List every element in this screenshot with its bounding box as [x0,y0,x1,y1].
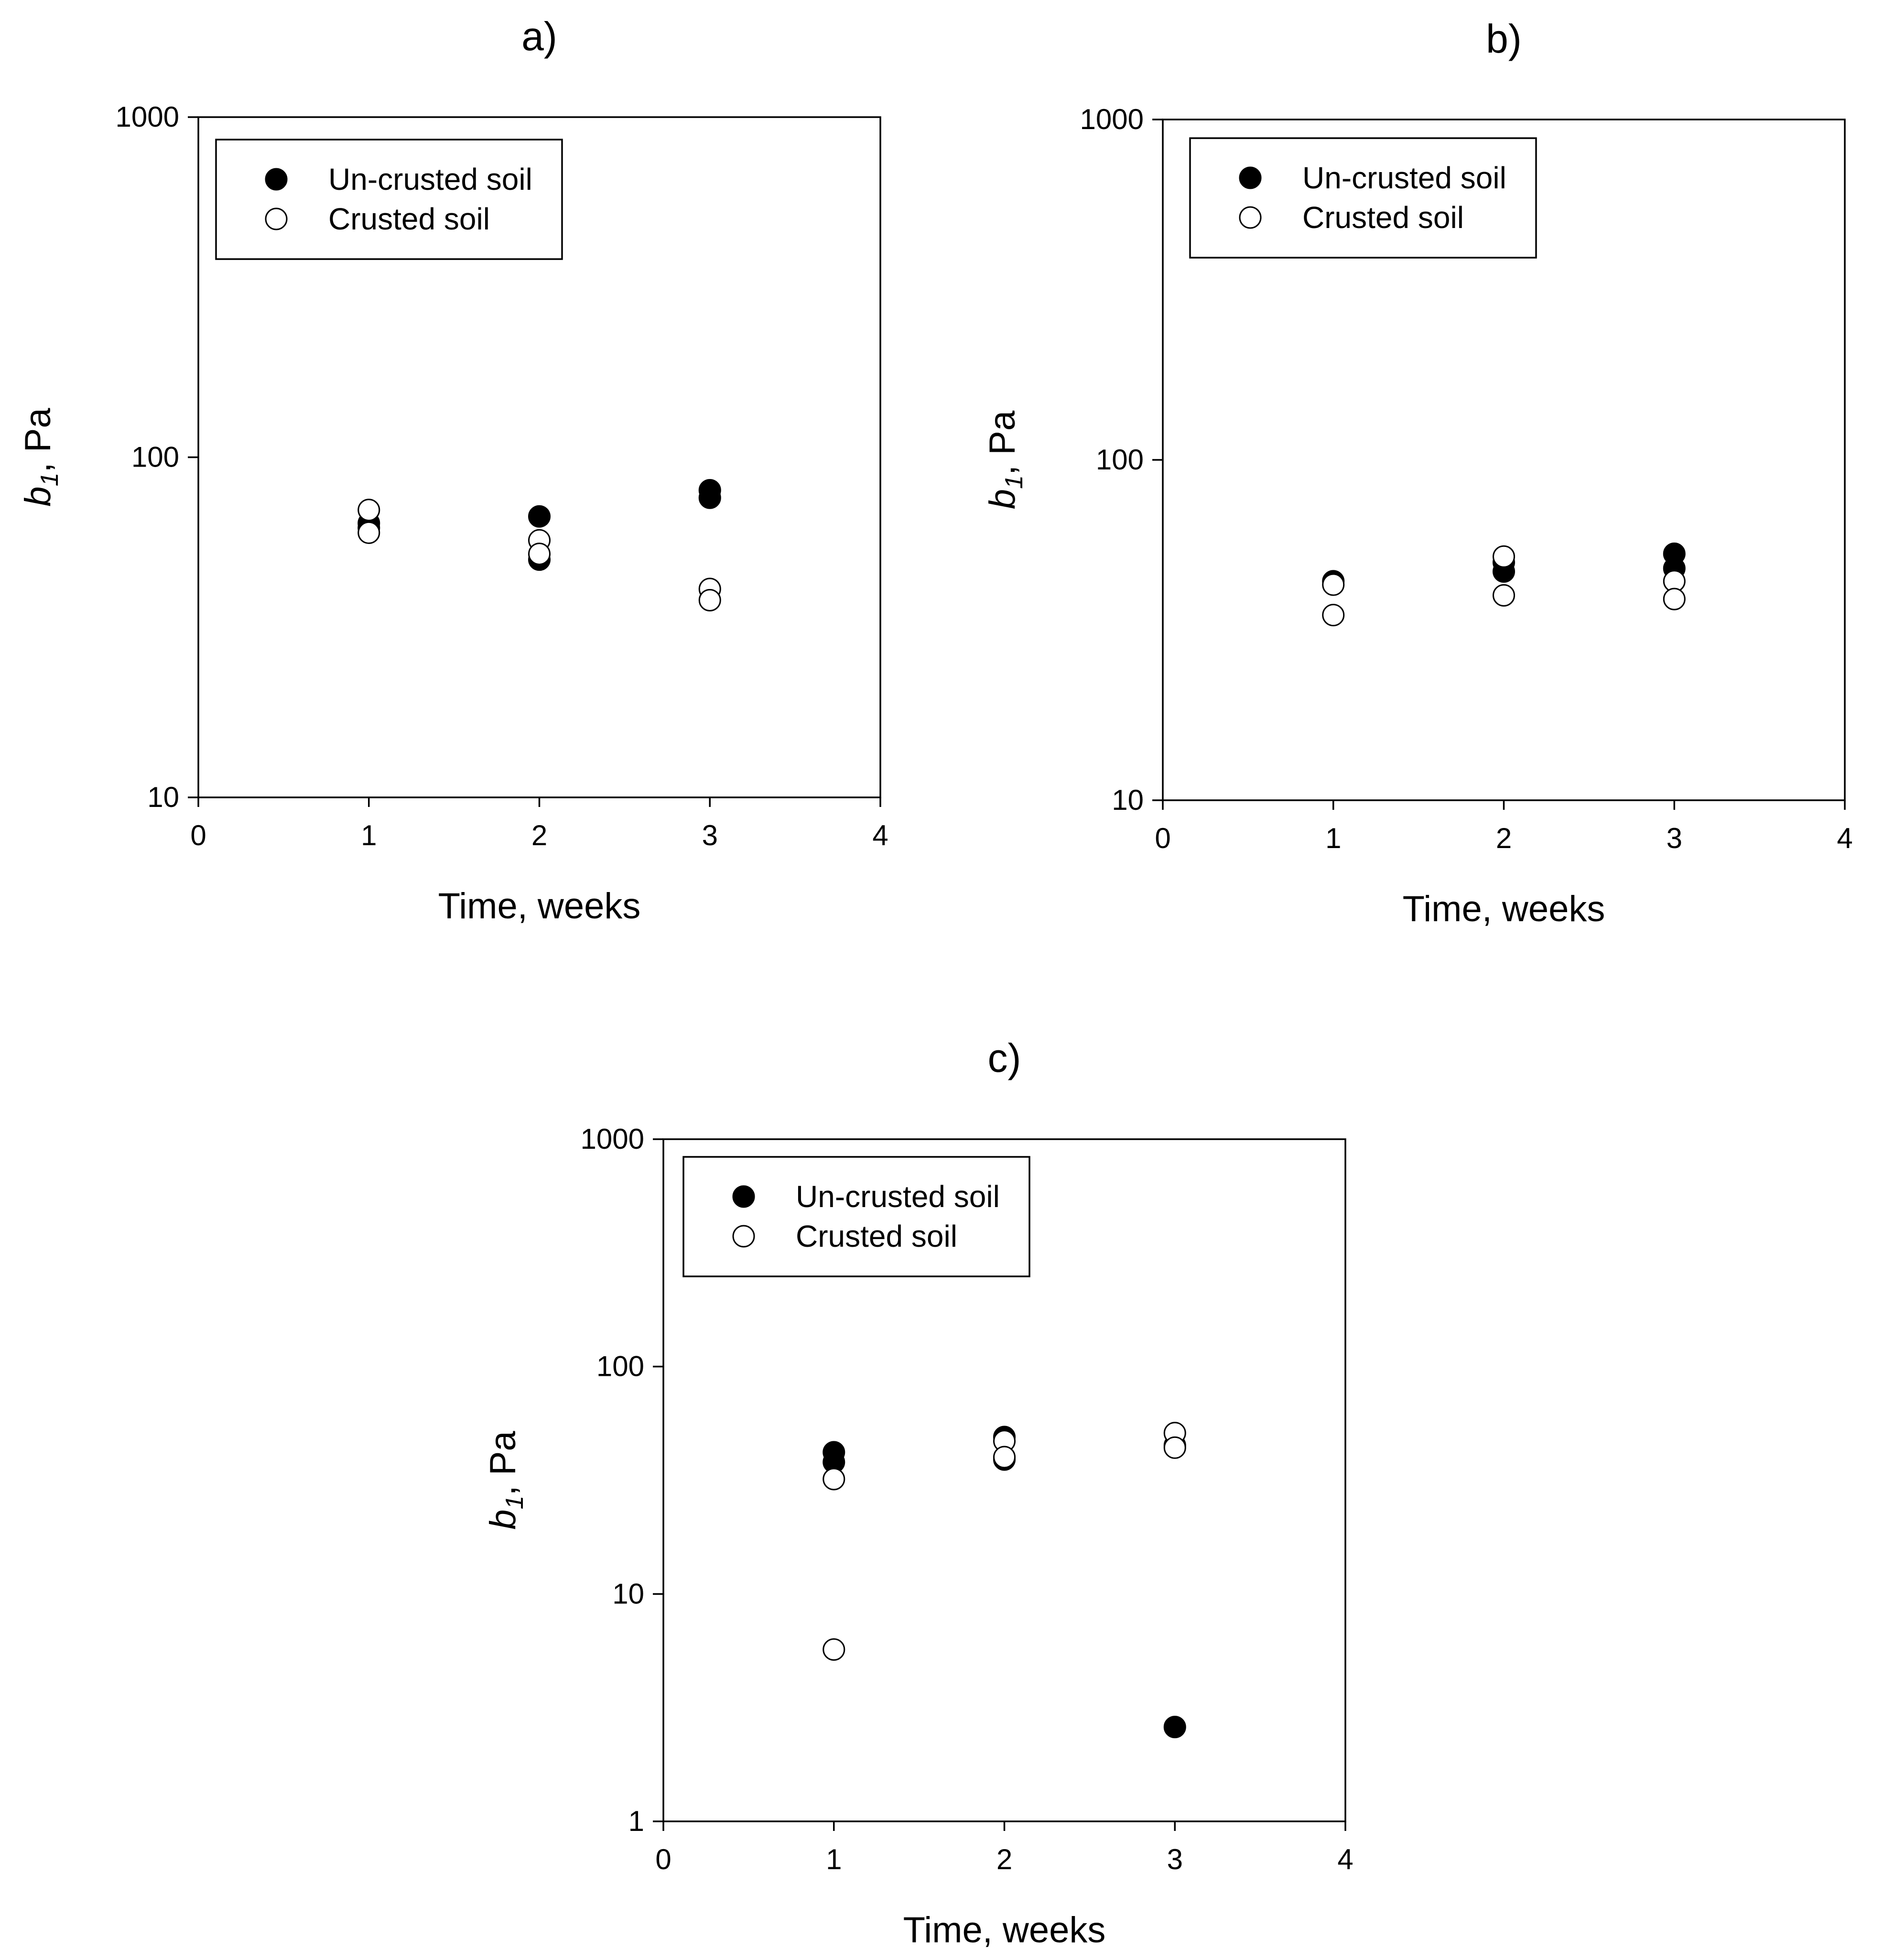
crusted-point [1664,588,1685,610]
x-tick-label: 4 [1337,1843,1353,1875]
x-tick-label: 0 [655,1843,671,1875]
crusted-point [823,1469,845,1490]
y-axis-label [18,408,64,507]
x-tick-label: 2 [531,819,548,851]
legend-box [216,140,562,259]
legend-marker [1240,167,1261,188]
y-tick-label: 10 [1112,784,1144,816]
y-axis-label-unit: , Pa [483,1431,523,1496]
y-axis-label-subscript: 1 [36,472,64,487]
legend-entry: Un-crusted soil [328,162,532,196]
crusted-point [1494,546,1515,567]
x-tick-label: 3 [1167,1843,1183,1875]
y-axis-label-subscript: 1 [1000,475,1028,489]
y-tick-label: 10 [612,1578,644,1610]
legend-marker [266,169,287,190]
x-axis-label: Time, weeks [438,886,641,926]
legend-marker [266,208,287,229]
crusted-point [358,500,379,521]
chart-panel-a [18,14,888,926]
y-axis-label-subscript: 1 [501,1495,529,1510]
x-tick-label: 0 [1155,822,1171,854]
uncrusted-point [699,487,720,508]
crusted-point [1164,1437,1185,1458]
y-axis-label [982,410,1028,509]
legend-entry: Un-crusted soil [1302,161,1506,195]
y-tick-label: 1000 [115,101,179,133]
crusted-point [994,1447,1015,1468]
panel-label: b) [1486,16,1522,61]
y-axis-label-symbol: b [18,486,58,507]
x-tick-label: 0 [190,819,206,851]
x-axis-label: Time, weeks [1402,889,1605,929]
x-tick-label: 1 [1325,822,1342,854]
legend-marker [733,1186,754,1207]
y-tick-label: 100 [131,441,179,473]
legend-entry: Crusted soil [328,202,490,236]
y-tick-label: 100 [1095,444,1144,476]
uncrusted-point [1164,1717,1185,1738]
legend-marker [1240,207,1261,228]
y-tick-label: 1000 [580,1123,644,1155]
y-axis-label [483,1431,529,1530]
x-tick-label: 1 [826,1843,842,1875]
legend-entry: Crusted soil [796,1219,957,1253]
panel-label: c) [987,1035,1021,1080]
chart-panel-c [483,1035,1353,1950]
panel-label: a) [521,14,557,59]
legend-entry: Un-crusted soil [796,1179,1000,1214]
crusted-point [1323,605,1344,626]
x-tick-label: 4 [1837,822,1853,854]
legend-box [683,1157,1029,1276]
uncrusted-point [529,506,550,527]
x-tick-label: 2 [996,1843,1013,1875]
y-tick-label: 1000 [1080,103,1144,135]
y-axis-label-symbol: b [982,489,1023,510]
crusted-point [699,589,720,610]
legend-marker [733,1226,754,1247]
crusted-point [1494,585,1515,606]
chart-panel-b [982,16,1853,929]
x-tick-label: 1 [361,819,377,851]
legend-entry: Crusted soil [1302,200,1464,235]
y-axis-label-symbol: b [483,1509,523,1530]
legend-box [1190,138,1536,258]
y-tick-label: 10 [147,781,179,813]
crusted-point [529,544,550,565]
y-axis-label-unit: , Pa [18,408,58,473]
x-tick-label: 2 [1495,822,1512,854]
crusted-point [823,1639,845,1660]
crusted-point [358,522,379,543]
x-axis-label: Time, weeks [903,1910,1106,1950]
y-tick-label: 100 [596,1350,644,1383]
crusted-point [1323,574,1344,595]
x-tick-label: 4 [872,819,888,851]
x-tick-label: 3 [1666,822,1682,854]
x-tick-label: 3 [702,819,718,851]
y-axis-label-unit: , Pa [982,410,1023,475]
y-tick-label: 1 [628,1805,644,1837]
